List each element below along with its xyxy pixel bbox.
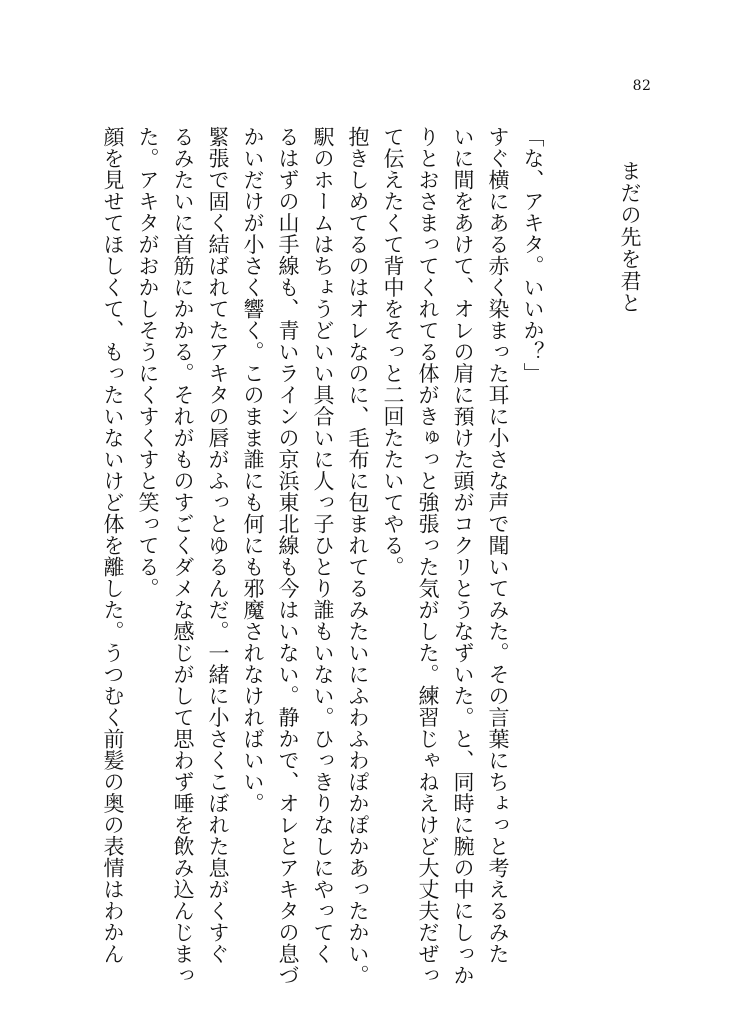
page-number: 82 xyxy=(632,78,652,94)
text-line: て伝えたくて背中をそっと二回たたいてやる。 xyxy=(381,126,405,578)
text-line: 「な、アキタ。いいか？」 xyxy=(521,126,545,384)
text-line: るはずの山手線も、青いラインの京浜東北線も今はいない。静かで、オレとアキタの息づ xyxy=(276,126,300,986)
text-line: た。アキタがおかしそうにくすくすと笑ってる。 xyxy=(136,126,160,599)
text-line: いに間をあけて、オレの肩に預けた頭がコクリとうなずいた。と、同時に腕の中にしっか xyxy=(451,126,475,986)
text-line: 緊張で固く結ばれてたアキタの唇がふっとゆるんだ。一緒に小さくこぼれた息がくすぐ xyxy=(206,126,230,965)
text-line: すぐ横にある赤く染まった耳に小さな声で聞いてみた。その言葉にちょっと考えるみた xyxy=(486,126,510,965)
body-text xyxy=(101,126,550,986)
running-title: まだの先を君と xyxy=(618,160,642,314)
text-line: るみたいに首筋にかかる。それがものすごくダメな感じがして思わず唾を飲み込んじまっ xyxy=(171,126,195,986)
text-line: かいだけが小さく響く。このまま誰にも何にも邪魔されなければいい。 xyxy=(241,126,265,814)
text-line: 駅のホームはちょうどいい具合いに人っ子ひとり誰もいない。ひっきりなしにやってく xyxy=(311,126,335,965)
text-line: 抱きしめてるのはオレなのに、毛布に包まれてるみたいにふわふわぽかぽかあったかい。 xyxy=(346,126,370,986)
text-line: りとおさまってくれてる体がきゅっと強張った気がした。練習じゃねえけど大丈夫だぜっ xyxy=(416,126,440,986)
text-line: 顔を見せてほしくて、もったいないけど体を離した。うつむく前髪の奥の表情はわかん xyxy=(101,126,125,965)
